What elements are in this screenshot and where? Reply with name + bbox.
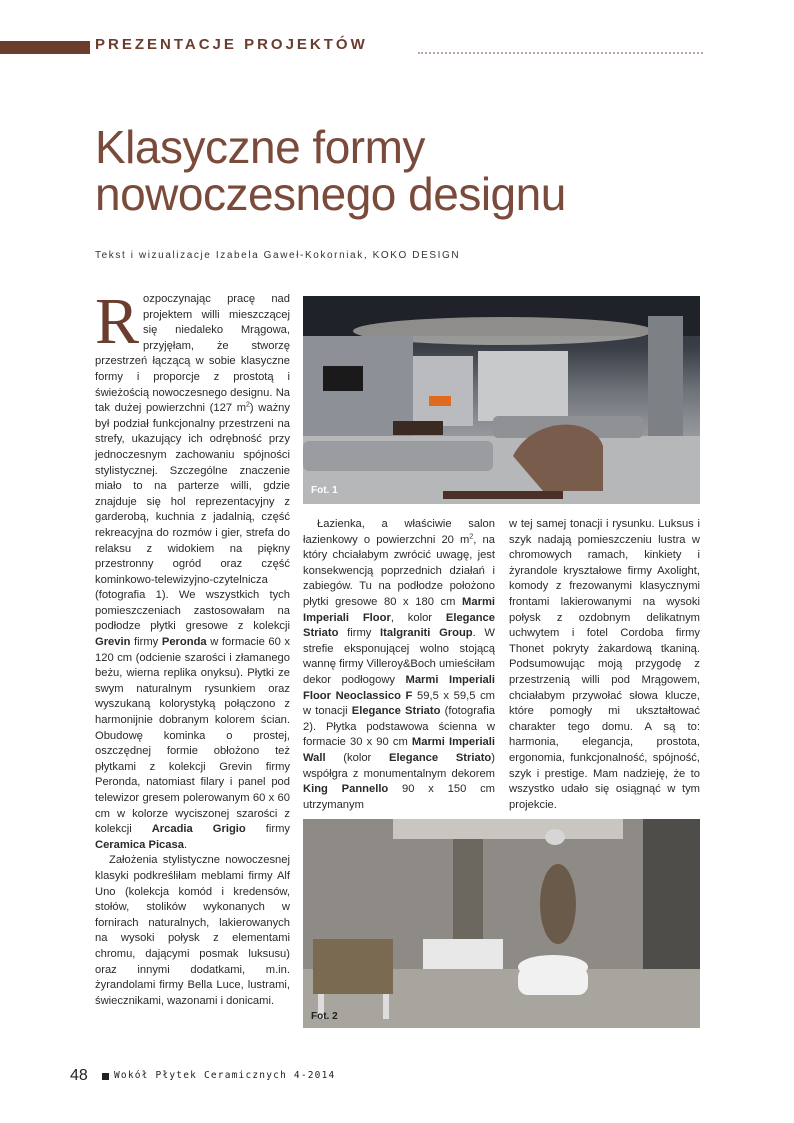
- paragraph-1: [95, 285, 291, 853]
- text-run: firmy: [245, 823, 290, 836]
- text-run: ) współgra z monumentalnym dekorem: [303, 751, 495, 780]
- article-title: [95, 121, 715, 220]
- photo-caption: Fot. 2: [311, 1011, 338, 1022]
- photo-caption: Fot. 1: [311, 485, 338, 496]
- brand-italgraniti: Italgraniti Group: [380, 627, 473, 640]
- text-run: , kolor: [390, 611, 446, 624]
- text-column-3: [509, 517, 700, 813]
- text-run: 59,5 x 59,5 cm w tonacji: [303, 689, 495, 718]
- text-run: 90 x 150 cm utrzymanym: [303, 783, 495, 811]
- brand-grevin: Grevin: [95, 636, 131, 649]
- photo-living-room: [303, 296, 700, 504]
- product-name: Marmi Imperiali Floor: [303, 595, 495, 624]
- drop-cap: R: [95, 285, 140, 358]
- product-name: Elegance Striato: [351, 705, 441, 718]
- text-run: , na który chciałabym zwrócić uwagę, jest konsekwencją poprzednich działań i zabiegów. Tu na podłodze położono płytki gresowe 80 x 180 cm: [303, 533, 495, 608]
- product-name: Marmi Imperiali Floor Neoclassico F: [303, 673, 495, 702]
- title-line-2: nowoczesnego designu: [95, 168, 566, 220]
- section-label: PREZENTACJE PROJEKTÓW: [95, 36, 368, 53]
- byline: Tekst i wizualizacje Izabela Gaweł-Kokorniak, KOKO DESIGN: [95, 250, 461, 261]
- text-run: (fotografia 2). Płytka podstawowa ścienna w formacie 30 x 90 cm: [303, 705, 495, 749]
- page-number: 48: [70, 1067, 88, 1084]
- brand-arcadia: Arcadia Grigio: [151, 823, 246, 836]
- footer-bullet: [102, 1073, 109, 1080]
- title-line-1: Klasyczne formy: [95, 121, 425, 173]
- text-run: w formacie 60 x 120 cm (odcienie szarości i złamanego beżu, wierna replika onyksu). Płytki ze swym naturalnym rysunkiem oraz wyszukaną kolorystyką połączono z harmonijnie dobranym kolorem ścian. Obudowę kominka o prostej, oszczędnej formie obłożono też płytkami z kolekcji Grevin firmy Peronda, natomiast filary i panel pod telewizor gresem polerowanym 60 x 60 cm w kolorze wyciszonej szarości z kolekcji: [95, 636, 291, 836]
- header-dotted-rule: [418, 52, 703, 54]
- product-name: Marmi Imperiali Wall: [303, 736, 495, 764]
- product-name: King Pannello: [303, 783, 389, 796]
- text-run: ozpoczynając pracę nad projektem willi mieszczącej się niedaleko Mrągowa, przyjęłam, że stworzę przestrzeń łączącą w sobie klasyczne formy i proporcje z prostotą i świeżością nowoczesnego designu. Na tak dużej powierzchni (127 m: [95, 293, 290, 415]
- text-run: (kolor: [325, 751, 389, 764]
- brand-picasa: Ceramica Picasa: [95, 838, 184, 851]
- text-column-2: [303, 517, 495, 813]
- text-run: firmy: [130, 636, 162, 649]
- paragraph-4: w tej samej tonacji i rysunku. Luksus i szyk nadają pomieszczeniu lustra w chromowych ramach, kinkiety i żyrandole kryształowe firmy Axolight, komody z frezowanymi klasycznymi frontami lakierowanymi na wysoki połysk z ozdobnym delikatnym uchwytem i fotel Cordoba firmy Thonet pokryty żakardową tkaniną. Podsumowując moją przygodę z przestrzenią willi pod Mrągowem, chciałabym przywołać słowa klucze, które pomogły mi ukształtować charakter tego domu. A są to: harmonia, elegancja, prostota, ergonomia, funkcjonalność, spójność, szyk i prestige. Mam nadzieję, że to wszystko udało się osiągnąć w tym projekcie.: [509, 518, 700, 811]
- superscript: 2: [246, 401, 250, 409]
- text-run: firmy: [338, 627, 381, 640]
- product-name: Elegance Striato: [388, 751, 492, 764]
- brand-peronda: Peronda: [161, 636, 207, 649]
- text-run: Łazienka, a właściwie salon łazienkowy o powierzchni 20 m: [303, 518, 495, 546]
- product-name: Elegance Striato: [303, 611, 496, 640]
- photo-bathroom: [303, 819, 700, 1028]
- header-bar: [0, 41, 90, 54]
- paragraph-3: [303, 517, 495, 813]
- magazine-name: Wokół Płytek Ceramicznych 4-2014: [114, 1070, 336, 1081]
- text-run: .: [183, 838, 188, 851]
- text-run: ) ważny był podział funkcjonalny przestrzeni na strefy, ukazujący ich odrębność przy jednoczesnym zachowaniu spójności stylistycznej. Szczególne znaczenie miało to na parterze willi, gdzie znajduje się hol reprezentacyjny z garderobą, kuchnia z jadalnią, część rekreacyjna do rozmów i gier, strefa do relaksu z widokiem na piękny przestronny ogród oraz część kominkowo-telewizyjno-czytelnicza (fotografia 1). We wszystkich tych pomieszczeniach zastosowałam na podłodze płytki gresowe z kolekcji: [95, 402, 290, 633]
- text-run: . W strefie eksponującej wolno stojącą wannę firmy Villeroy&Boch umieściłam dekor podłogowy: [303, 627, 495, 686]
- superscript: 2: [469, 532, 474, 540]
- living-room-illustration: [303, 296, 700, 504]
- text-column-1: [95, 285, 291, 1009]
- paragraph-2: Założenia stylistyczne nowoczesnej klasyki podkreśliłam meblami firmy Alf Uno (kolekcja komód i kredensów, stołów, stolików wykonanych w fornirach naturalnych, lakierowanych na wysoki połysk z elementami chromu, dającymi posmak luksusu) oraz innymi dodatkami, m.in. żyrandolami firmy Bella Luce, lustrami, świecznikami, wazonami i donicami.: [95, 854, 290, 1007]
- bathroom-illustration: [303, 819, 700, 1028]
